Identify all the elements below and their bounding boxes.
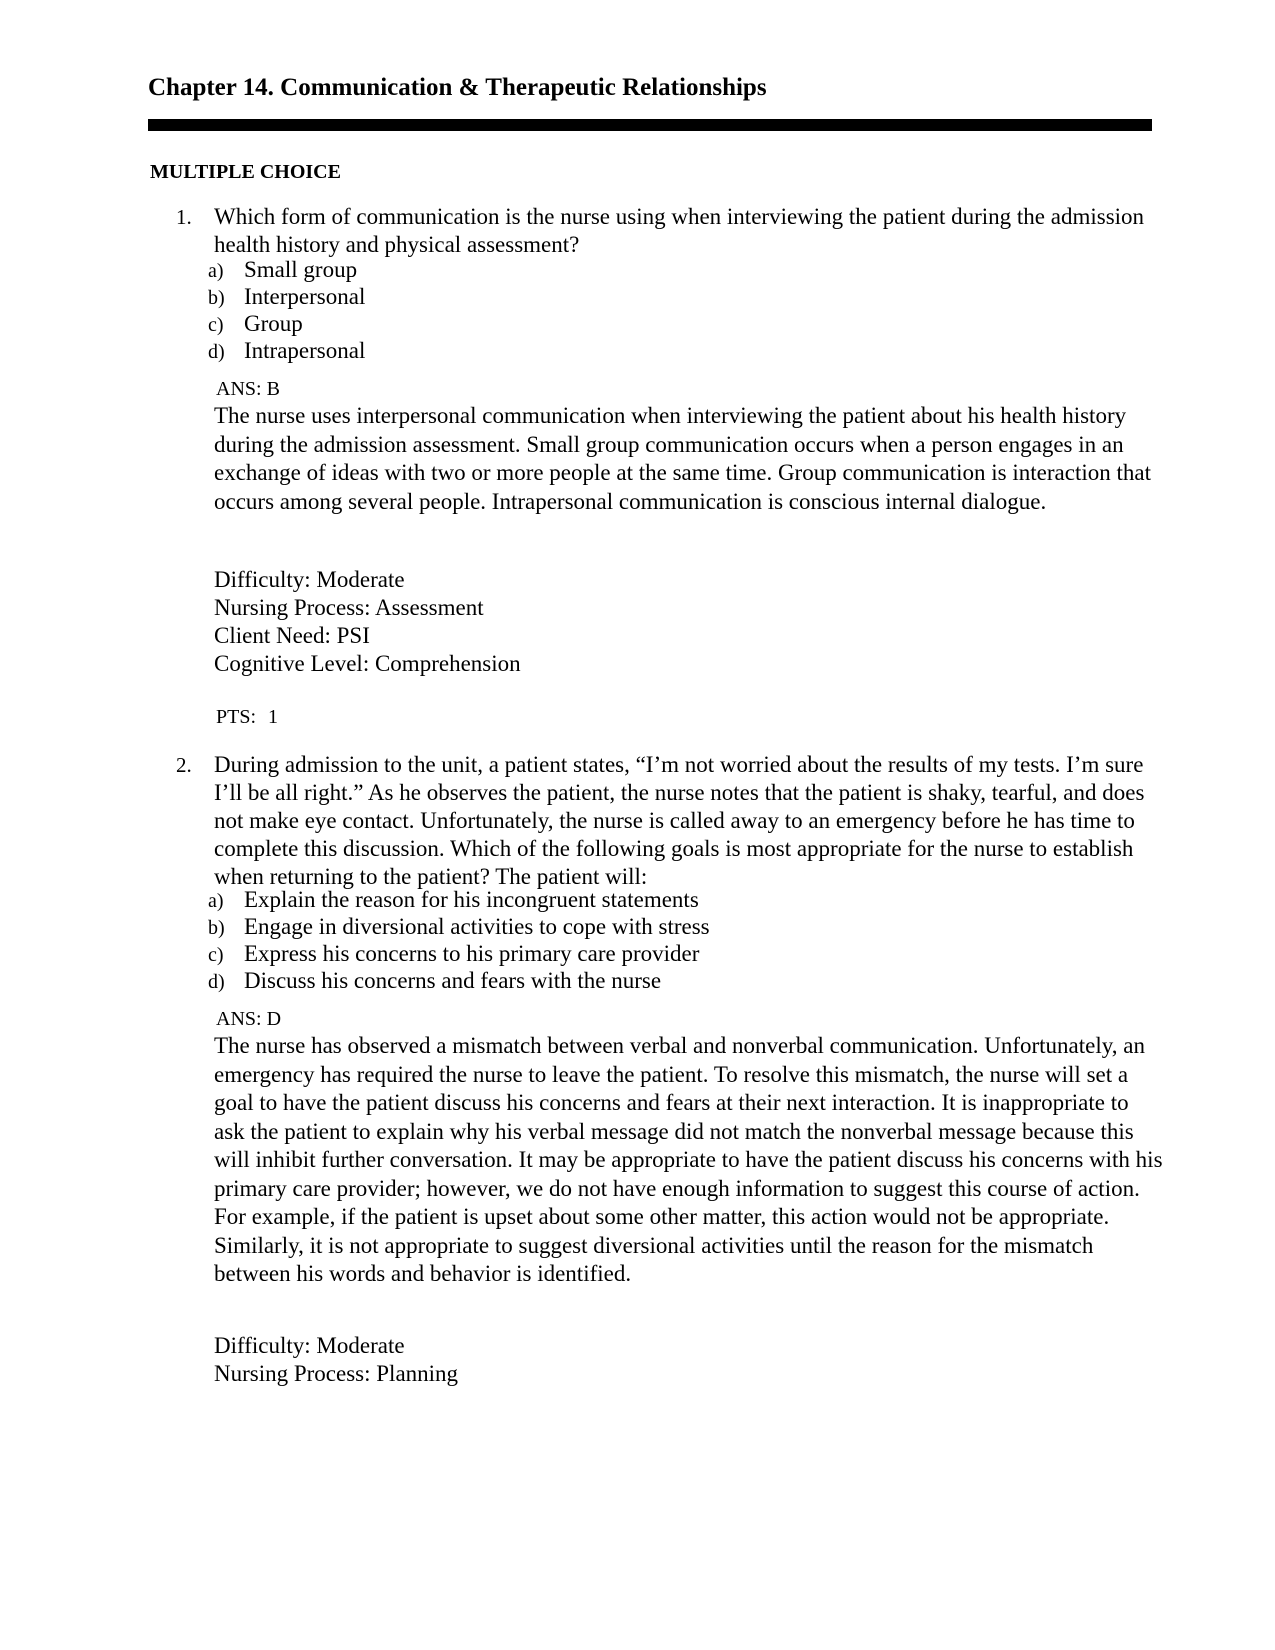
option-letter: a) <box>208 260 224 282</box>
answer-options <box>208 886 710 994</box>
option-a <box>208 256 365 283</box>
cognitive-level: Cognitive Level: Comprehension <box>214 651 521 676</box>
nursing-process: Nursing Process: Assessment <box>214 595 484 620</box>
question-number: 2. <box>176 753 192 777</box>
option-c <box>208 310 365 337</box>
option-letter: c) <box>208 944 224 966</box>
points-value: 1 <box>268 706 279 728</box>
option-c <box>208 940 710 967</box>
option-text: Engage in diversional activities to cope with stress <box>244 914 710 939</box>
option-b <box>208 913 710 940</box>
option-letter: b) <box>208 287 225 309</box>
answer-key: ANS: D <box>216 1008 282 1030</box>
option-text: Small group <box>244 257 358 282</box>
nursing-process: Nursing Process: Planning <box>214 1361 459 1386</box>
option-text: Express his concerns to his primary care provider <box>244 941 700 966</box>
option-text: Explain the reason for his incongruent statements <box>244 887 699 912</box>
answer-key: ANS: B <box>216 378 280 400</box>
question-stem: Which form of communication is the nurse using when interviewing the patient during the admission health history and physical assessment? <box>214 204 1145 257</box>
question-number: 1. <box>176 205 192 229</box>
section-heading: MULTIPLE CHOICE <box>150 161 341 183</box>
question-stem: During admission to the unit, a patient states, “I’m not worried about the results of my tests. I’m sure I’ll be all right.” As he observes the patient, the nurse notes that the patient is shaky, tearful, and does not make eye contact. Unfortunately, the nurse is called away to an emergency before he has time to complete this discussion. Which of the following goals is most appropriate for the nurse to establish when returning to the patient? The patient will: <box>214 752 1145 889</box>
option-letter: a) <box>208 890 224 912</box>
points-label: PTS: <box>216 706 257 728</box>
answer-rationale: The nurse has observed a mismatch between verbal and nonverbal communication. Unfortunately, an emergency has required the nurse to leave the patient. To resolve this mismatch, the nurse will set a goal to have the patient discuss his concerns and fears at their next interaction. It is inappropriate to ask the patient to explain why his verbal message did not match the nonverbal message because this will inhibit further conversation. It may be appropriate to have the patient discuss his concerns with his primary care provider; however, we do not have enough information to suggest this course of action. For example, if the patient is upset about some other matter, this action would not be appropriate. Similarly, it is not appropriate to suggest diversional activities until the reason for the mismatch between his words and behavior is identified. <box>214 1033 1163 1286</box>
option-text: Group <box>244 311 303 336</box>
option-letter: c) <box>208 314 224 336</box>
question-metadata <box>214 1332 458 1388</box>
option-letter: b) <box>208 917 225 939</box>
difficulty: Difficulty: Moderate <box>214 1333 405 1358</box>
option-text: Interpersonal <box>244 284 366 309</box>
question-metadata <box>214 566 521 678</box>
option-d <box>208 337 365 364</box>
option-letter: d) <box>208 341 225 363</box>
answer-rationale: The nurse uses interpersonal communication when interviewing the patient about his health history during the admission assessment. Small group communication occurs when a person engages in an exchange of ideas with two or more people at the same time. Group communication is interaction that occurs among several people. Intrapersonal communication is conscious internal dialogue. <box>214 403 1151 514</box>
points <box>216 703 278 731</box>
chapter-title: Chapter 14. Communication & Therapeutic Relationships <box>148 74 767 101</box>
client-need: Client Need: PSI <box>214 623 370 648</box>
option-a <box>208 886 710 913</box>
option-b <box>208 283 365 310</box>
option-text: Discuss his concerns and fears with the nurse <box>244 968 662 993</box>
title-divider <box>148 119 1152 131</box>
answer-options <box>208 256 365 364</box>
option-letter: d) <box>208 971 225 993</box>
option-d <box>208 967 710 994</box>
difficulty: Difficulty: Moderate <box>214 567 405 592</box>
option-text: Intrapersonal <box>244 338 366 363</box>
